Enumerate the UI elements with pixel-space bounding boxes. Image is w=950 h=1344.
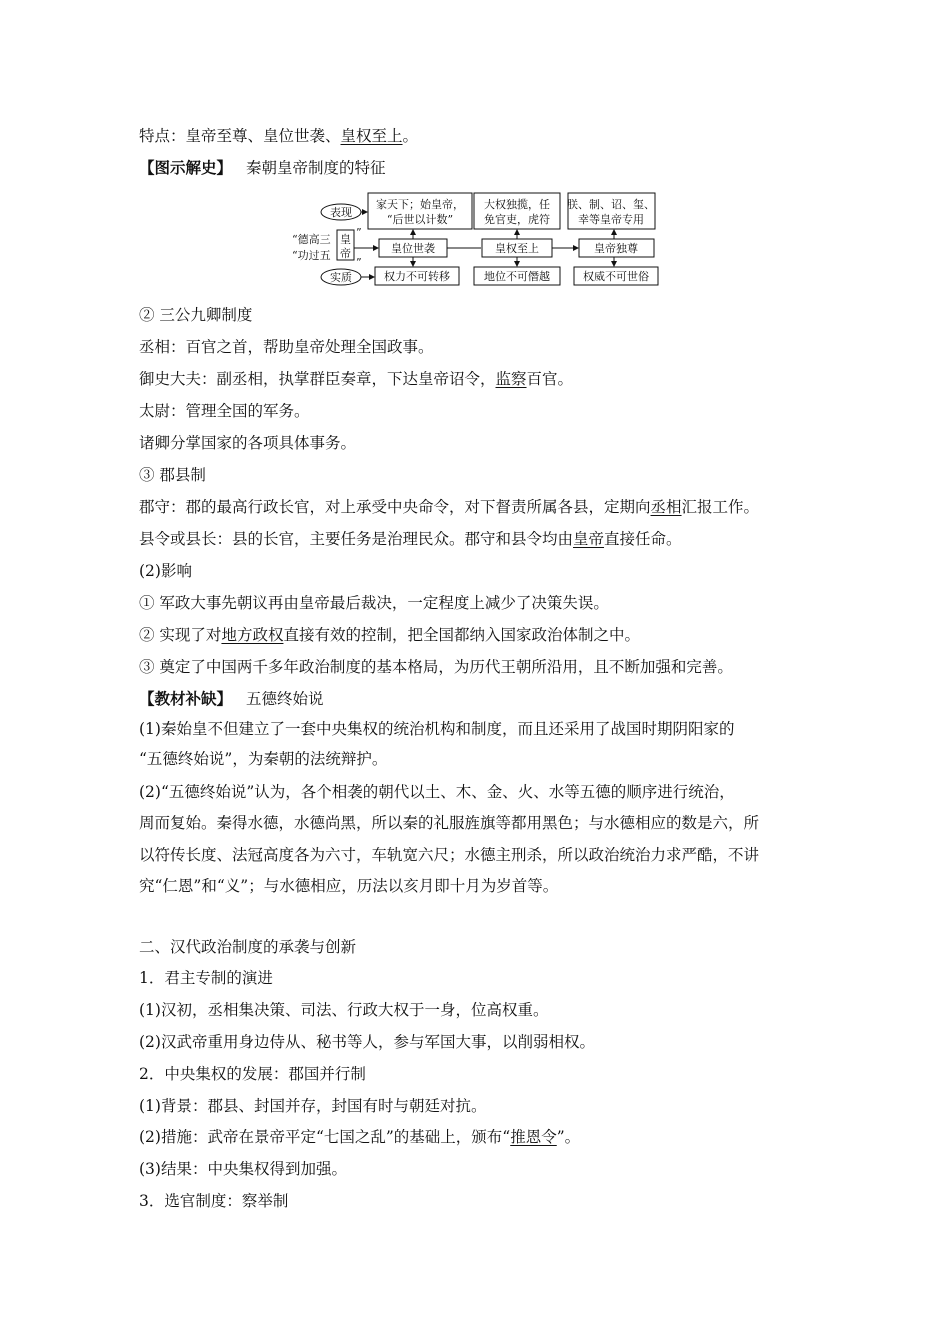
biaoxian-label: 表现	[330, 206, 352, 219]
mid-box-3-label: 皇帝独尊	[594, 242, 638, 255]
section-title: 五德终始说	[246, 690, 324, 708]
dege-line-2: “功过五	[292, 249, 331, 262]
text-line: 究“仁恩”和“义”；与水德相应，历法以亥月即十月为岁首等。	[139, 877, 559, 895]
underlined-term: 丞相	[650, 498, 682, 516]
top-box-3-line-2: 幸等皇帝专用	[578, 213, 644, 226]
quote-end-2: ”	[356, 256, 362, 269]
text-line: ③ 奠定了中国两千多年政治制度的基本格局，为历代王朝所沿用，且不断加强和完善。	[139, 658, 733, 676]
top-box-1-line-2: “后世以计数”	[386, 213, 454, 226]
underlined-term: 皇权至上	[340, 127, 403, 145]
emperor-char-1: 皇	[340, 233, 351, 246]
text-line: (1)汉初，丞相集决策、司法、行政大权于一身，位高权重。	[139, 1001, 549, 1019]
text-line: ① 军政大事先朝议再由皇帝最后裁决，一定程度上减少了决策失误。	[139, 594, 609, 612]
text-line: (2)措施：武帝在景帝平定“七国之乱”的基础上，颁布“推恩令”。	[139, 1128, 581, 1146]
text-line: (2)“五德终始说”认为，各个相袭的朝代以土、木、金、火、水等五德的顺序进行统治，	[139, 783, 735, 801]
text-line: (2)影响	[139, 562, 192, 580]
section-heading	[139, 689, 324, 709]
emperor-char-2: 帝	[340, 247, 351, 260]
top-box-3-line-1: 朕、制、诏、玺、	[567, 198, 655, 211]
shizhi-label: 实质	[330, 271, 352, 284]
text-line: 丞相：百官之首，帮助皇帝处理全国政事。	[139, 338, 434, 356]
top-box-2-line-1: 大权独揽，任	[484, 198, 550, 211]
section-heading	[139, 158, 386, 178]
bot-box-3-label: 权威不可世俗	[583, 270, 649, 283]
underlined-term: 皇帝	[573, 530, 605, 548]
bot-box-2-label: 地位不可僭越	[484, 270, 550, 283]
text-line: 太尉：管理全国的军务。	[139, 402, 310, 420]
mid-box-2-label: 皇权至上	[495, 242, 539, 255]
text-line: 2．中央集权的发展：郡国并行制	[139, 1065, 366, 1083]
quote-end-1: ”	[356, 226, 362, 239]
text-line: 县令或县长：县的长官，主要任务是治理民众。郡守和县令均由皇帝直接任命。	[139, 530, 682, 548]
underlined-term: 监察	[495, 370, 527, 388]
mid-box-1-label: 皇位世袭	[391, 242, 435, 255]
text-line: 3．选官制度：察举制	[139, 1192, 289, 1210]
text-line: 周而复始。秦得水德，水德尚黑，所以秦的礼服旌旗等都用黑色；与水德相应的数是六，所	[139, 814, 760, 832]
text-line: ② 三公九卿制度	[139, 306, 253, 324]
text-line: “五德终始说”，为秦朝的法统辩护。	[139, 750, 388, 768]
text-line: (2)汉武帝重用身边侍从、秘书等人，参与军国大事，以削弱相权。	[139, 1033, 595, 1051]
emperor-system-diagram	[292, 190, 662, 290]
text-line: 1．君主专制的演进	[139, 969, 273, 987]
text-line: 以符传长度、法冠高度各为六寸，车轨宽六尺；水德主刑杀，所以政治统治力求严酷，不讲	[139, 846, 760, 864]
text-line: 御史大夫：副丞相，执掌群臣奏章，下达皇帝诏令，监察百官。	[139, 370, 574, 388]
bot-box-1-label: 权力不可转移	[384, 270, 450, 283]
section-tag: 【教材补缺】	[139, 689, 233, 708]
text-line: 特点：皇帝至尊、皇位世袭、皇权至上。	[139, 127, 419, 145]
text-line: 诸卿分掌国家的各项具体事务。	[139, 434, 357, 452]
text-line: ③ 郡县制	[139, 466, 206, 484]
top-box-2-line-2: 免官吏，虎符	[484, 213, 550, 226]
text-line: (3)结果：中央集权得到加强。	[139, 1160, 347, 1178]
dege-line-1: “德高三	[292, 233, 331, 246]
text-line: 郡守：郡的最高行政长官，对上承受中央命令，对下督责所属各县，定期向丞相汇报工作。	[139, 498, 760, 516]
text-line: ② 实现了对地方政权直接有效的控制，把全国都纳入国家政治体制之中。	[139, 626, 640, 644]
text-line: (1)背景：郡县、封国并存，封国有时与朝廷对抗。	[139, 1097, 487, 1115]
underlined-term: 地方政权	[221, 626, 284, 644]
text-line: (1)秦始皇不但建立了一套中央集权的统治机构和制度，而且还采用了战国时期阴阳家的	[139, 720, 735, 738]
section-title: 秦朝皇帝制度的特征	[246, 159, 386, 177]
top-box-1-line-1: 家天下；始皇帝，	[376, 198, 464, 211]
underlined-term: 推恩令	[510, 1128, 557, 1146]
section-tag: 【图示解史】	[139, 158, 233, 177]
section-heading: 二、汉代政治制度的承袭与创新	[139, 938, 357, 956]
